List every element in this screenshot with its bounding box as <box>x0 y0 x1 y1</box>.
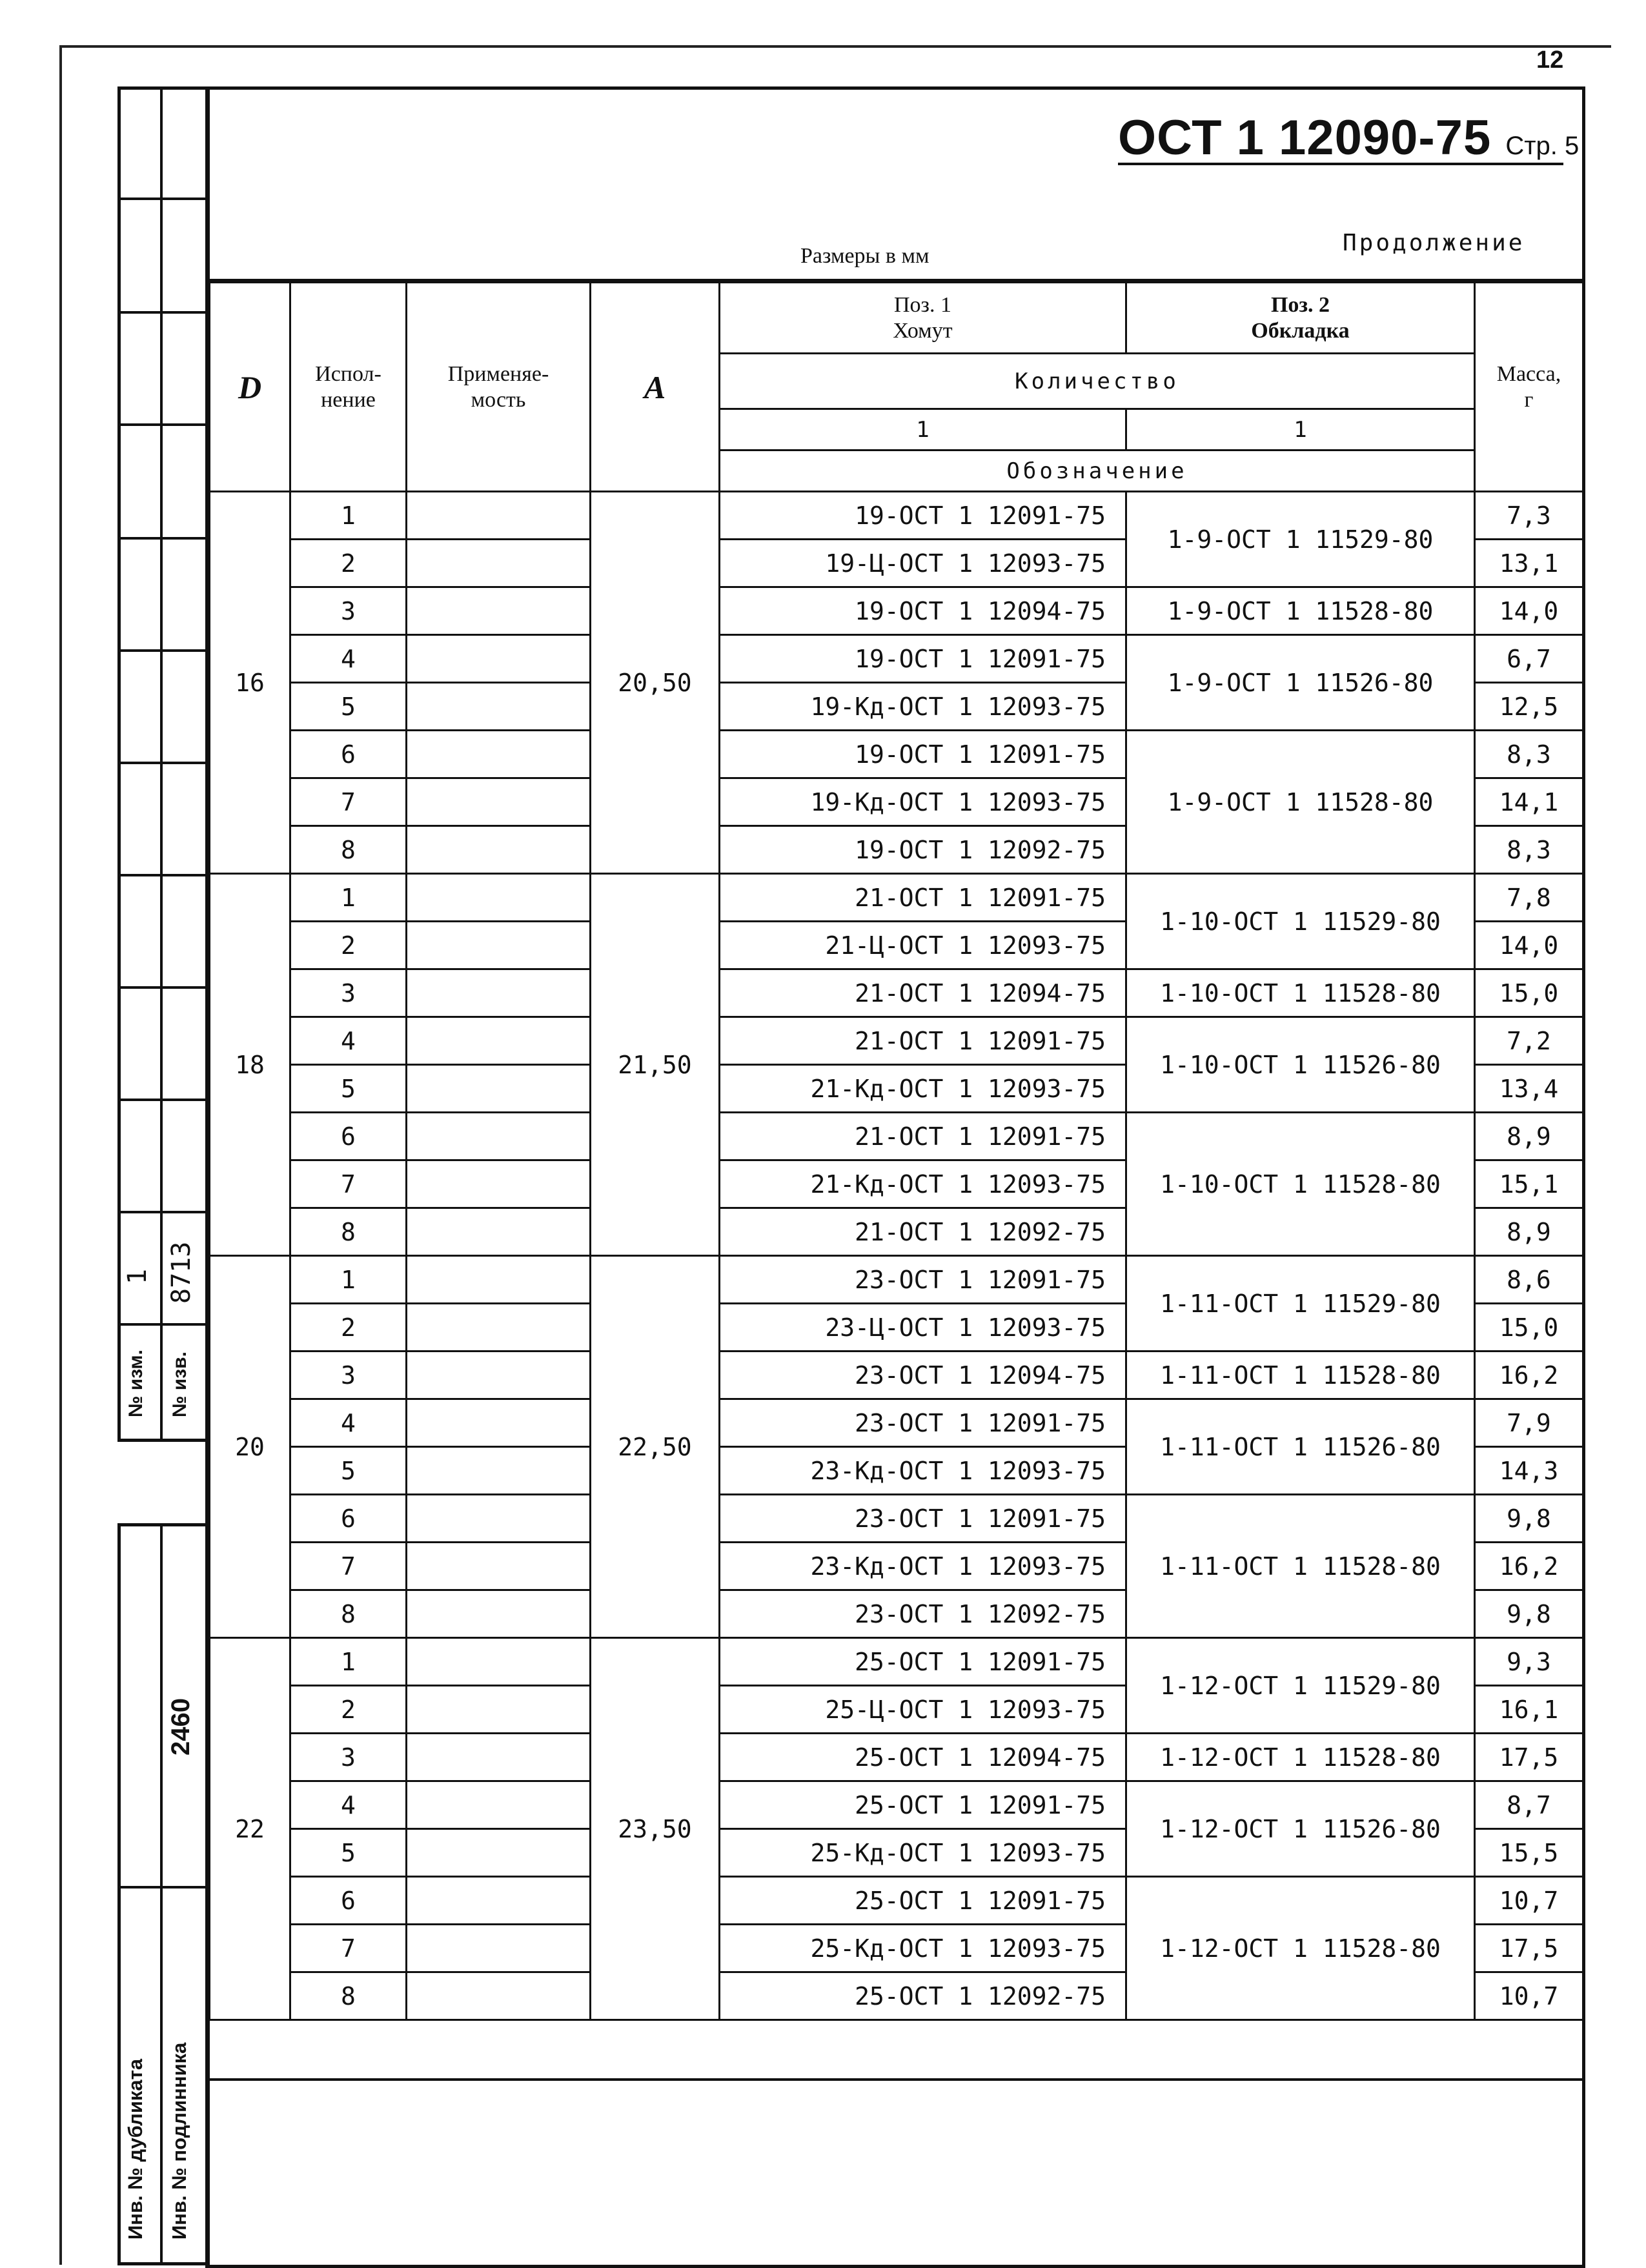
margin-row <box>117 649 207 652</box>
cell-pos2-designation: 1-12-ОСТ 1 11526-80 <box>1126 1781 1475 1877</box>
cell-pos2-designation: 1-12-ОСТ 1 11529-80 <box>1126 1638 1475 1734</box>
cell-variant: 7 <box>290 1925 407 1972</box>
table-row <box>210 1495 1583 1543</box>
cell-d: 18 <box>210 874 290 1256</box>
cell-variant: 7 <box>290 1160 407 1208</box>
margin-original-inv-label: Инв. № подлинника <box>168 2042 190 2240</box>
cell-variant: 5 <box>290 683 407 731</box>
cell-mass: 14,0 <box>1475 587 1583 635</box>
cell-mass: 13,1 <box>1475 540 1583 587</box>
margin-row <box>117 1323 207 1326</box>
cell-variant: 5 <box>290 1829 407 1877</box>
table-row <box>210 969 1583 1017</box>
cell-variant: 8 <box>290 1590 407 1638</box>
spec-table <box>208 281 1584 2021</box>
cell-variant: 2 <box>290 1686 407 1734</box>
document-code-underline <box>1118 163 1563 165</box>
cell-mass: 14,1 <box>1475 778 1583 826</box>
cell-mass: 7,8 <box>1475 874 1583 922</box>
cell-a: 22,50 <box>591 1256 720 1638</box>
cell-mass: 16,2 <box>1475 1543 1583 1590</box>
cell-variant: 1 <box>290 874 407 922</box>
margin-rev-no-label: № изм. <box>125 1350 147 1417</box>
cell-mass: 9,3 <box>1475 1638 1583 1686</box>
cell-applicability <box>407 826 591 874</box>
cell-pos1-designation: 25-ОСТ 1 12092-75 <box>720 1972 1126 2020</box>
margin-notice-no-value: 8713 <box>167 1241 196 1304</box>
cell-variant: 4 <box>290 635 407 683</box>
cell-variant: 3 <box>290 1734 407 1781</box>
margin-row <box>117 1211 207 1213</box>
cell-mass: 8,9 <box>1475 1113 1583 1160</box>
cell-pos2-designation: 1-11-ОСТ 1 11528-80 <box>1126 1352 1475 1399</box>
cell-applicability <box>407 1638 591 1686</box>
cell-mass: 7,2 <box>1475 1017 1583 1065</box>
cell-applicability <box>407 1686 591 1734</box>
table-row <box>210 1781 1583 1829</box>
cell-variant: 8 <box>290 1972 407 2020</box>
table-row <box>210 492 1583 540</box>
margin-row <box>117 423 207 426</box>
cell-mass: 17,5 <box>1475 1734 1583 1781</box>
cell-variant: 1 <box>290 1638 407 1686</box>
cell-pos2-designation: 1-9-ОСТ 1 11526-80 <box>1126 635 1475 731</box>
cell-applicability <box>407 1447 591 1495</box>
page-number: 12 <box>1536 46 1564 74</box>
header-pos2: Поз. 2 Обкладка <box>1126 283 1475 354</box>
cell-pos2-designation: 1-10-ОСТ 1 11529-80 <box>1126 874 1475 969</box>
header-applicability: Применяе- мость <box>407 283 591 492</box>
cell-pos1-designation: 23-Ц-ОСТ 1 12093-75 <box>720 1304 1126 1352</box>
cell-d: 20 <box>210 1256 290 1638</box>
cell-mass: 13,4 <box>1475 1065 1583 1113</box>
cell-pos2-designation: 1-9-ОСТ 1 11529-80 <box>1126 492 1475 587</box>
cell-applicability <box>407 922 591 969</box>
header-d: D <box>210 283 290 492</box>
cell-pos1-designation: 21-ОСТ 1 12091-75 <box>720 1017 1126 1065</box>
cell-pos1-designation: 23-ОСТ 1 12094-75 <box>720 1352 1126 1399</box>
cell-variant: 2 <box>290 922 407 969</box>
cell-pos2-designation: 1-9-ОСТ 1 11528-80 <box>1126 587 1475 635</box>
cell-pos1-designation: 19-Кд-ОСТ 1 12093-75 <box>720 683 1126 731</box>
cell-applicability <box>407 540 591 587</box>
cell-applicability <box>407 587 591 635</box>
cell-applicability <box>407 1256 591 1304</box>
cell-d: 16 <box>210 492 290 874</box>
cell-applicability <box>407 1065 591 1113</box>
cell-pos1-designation: 19-ОСТ 1 12091-75 <box>720 492 1126 540</box>
cell-applicability <box>407 969 591 1017</box>
cell-variant: 7 <box>290 778 407 826</box>
cell-mass: 16,1 <box>1475 1686 1583 1734</box>
cell-applicability <box>407 1829 591 1877</box>
cell-mass: 9,8 <box>1475 1495 1583 1543</box>
table-bottom-rule <box>205 2078 1582 2081</box>
cell-pos1-designation: 19-ОСТ 1 12091-75 <box>720 635 1126 683</box>
cell-pos1-designation: 23-ОСТ 1 12091-75 <box>720 1399 1126 1447</box>
cell-variant: 1 <box>290 492 407 540</box>
cell-pos1-designation: 21-Кд-ОСТ 1 12093-75 <box>720 1160 1126 1208</box>
margin-notice-no-label: № изв. <box>169 1352 190 1417</box>
cell-pos2-designation: 1-9-ОСТ 1 11528-80 <box>1126 731 1475 874</box>
cell-pos2-designation: 1-11-ОСТ 1 11529-80 <box>1126 1256 1475 1352</box>
header-mass: Масса, г <box>1475 283 1583 492</box>
header-pos1: Поз. 1 Хомут <box>720 283 1126 354</box>
margin-row <box>117 874 207 876</box>
cell-pos1-designation: 25-ОСТ 1 12091-75 <box>720 1781 1126 1829</box>
document-page-label: Стр. 5 <box>1505 132 1580 160</box>
margin-row <box>117 311 207 314</box>
cell-mass: 16,2 <box>1475 1352 1583 1399</box>
cell-mass: 10,7 <box>1475 1877 1583 1925</box>
cell-mass: 6,7 <box>1475 635 1583 683</box>
document-code-text: ОСТ 1 12090-75 <box>1118 110 1492 165</box>
cell-applicability <box>407 874 591 922</box>
cell-pos1-designation: 23-ОСТ 1 12091-75 <box>720 1495 1126 1543</box>
margin-row <box>117 537 207 540</box>
cell-applicability <box>407 1781 591 1829</box>
cell-variant: 7 <box>290 1543 407 1590</box>
margin-row <box>117 1099 207 1101</box>
spec-table-body <box>210 492 1583 2020</box>
cell-mass: 15,0 <box>1475 1304 1583 1352</box>
cell-mass: 14,0 <box>1475 922 1583 969</box>
cell-applicability <box>407 492 591 540</box>
cell-variant: 5 <box>290 1447 407 1495</box>
cell-pos2-designation: 1-11-ОСТ 1 11528-80 <box>1126 1495 1475 1638</box>
cell-variant: 3 <box>290 969 407 1017</box>
cell-pos1-designation: 19-Кд-ОСТ 1 12093-75 <box>720 778 1126 826</box>
cell-pos2-designation: 1-11-ОСТ 1 11526-80 <box>1126 1399 1475 1495</box>
cell-variant: 4 <box>290 1781 407 1829</box>
table-row <box>210 731 1583 778</box>
cell-applicability <box>407 1543 591 1590</box>
cell-pos1-designation: 19-Ц-ОСТ 1 12093-75 <box>720 540 1126 587</box>
table-row <box>210 1256 1583 1304</box>
cell-applicability <box>407 1495 591 1543</box>
cell-a: 21,50 <box>591 874 720 1256</box>
cell-pos1-designation: 21-Ц-ОСТ 1 12093-75 <box>720 922 1126 969</box>
continuation-label: Продолжение <box>1343 230 1525 256</box>
header-qty1: 1 <box>720 409 1126 451</box>
cell-mass: 8,7 <box>1475 1781 1583 1829</box>
cell-pos2-designation: 1-10-ОСТ 1 11528-80 <box>1126 1113 1475 1256</box>
cell-pos1-designation: 21-ОСТ 1 12094-75 <box>720 969 1126 1017</box>
cell-variant: 5 <box>290 1065 407 1113</box>
cell-mass: 8,6 <box>1475 1256 1583 1304</box>
cell-pos1-designation: 25-Кд-ОСТ 1 12093-75 <box>720 1829 1126 1877</box>
cell-applicability <box>407 1590 591 1638</box>
cell-mass: 8,9 <box>1475 1208 1583 1256</box>
margin-row <box>117 762 207 764</box>
cell-pos1-designation: 23-ОСТ 1 12092-75 <box>720 1590 1126 1638</box>
cell-variant: 2 <box>290 540 407 587</box>
cell-variant: 6 <box>290 1877 407 1925</box>
margin-stamp-lower-divider <box>160 1523 163 2262</box>
cell-mass: 15,0 <box>1475 969 1583 1017</box>
cell-mass: 7,9 <box>1475 1399 1583 1447</box>
cell-variant: 8 <box>290 826 407 874</box>
cell-applicability <box>407 1972 591 2020</box>
table-row <box>210 874 1583 922</box>
cell-applicability <box>407 1208 591 1256</box>
cell-d: 22 <box>210 1638 290 2020</box>
cell-pos1-designation: 25-ОСТ 1 12091-75 <box>720 1877 1126 1925</box>
cell-variant: 6 <box>290 731 407 778</box>
cell-applicability <box>407 1734 591 1781</box>
cell-variant: 6 <box>290 1495 407 1543</box>
cell-applicability <box>407 1113 591 1160</box>
cell-mass: 15,5 <box>1475 1829 1583 1877</box>
cell-a: 20,50 <box>591 492 720 874</box>
cell-variant: 1 <box>290 1256 407 1304</box>
margin-stamp-upper <box>117 86 210 1442</box>
header-designation: Обозначение <box>720 451 1475 492</box>
cell-pos1-designation: 19-ОСТ 1 12091-75 <box>720 731 1126 778</box>
cell-pos2-designation: 1-12-ОСТ 1 11528-80 <box>1126 1877 1475 2020</box>
cell-mass: 7,3 <box>1475 492 1583 540</box>
cell-variant: 4 <box>290 1017 407 1065</box>
header-quantity: Количество <box>720 354 1475 409</box>
table-row <box>210 1352 1583 1399</box>
cell-mass: 9,8 <box>1475 1590 1583 1638</box>
cell-pos1-designation: 23-Кд-ОСТ 1 12093-75 <box>720 1447 1126 1495</box>
table-row <box>210 635 1583 683</box>
cell-pos1-designation: 25-Ц-ОСТ 1 12093-75 <box>720 1686 1126 1734</box>
cell-pos1-designation: 25-Кд-ОСТ 1 12093-75 <box>720 1925 1126 1972</box>
cell-applicability <box>407 1399 591 1447</box>
cell-variant: 3 <box>290 587 407 635</box>
cell-applicability <box>407 778 591 826</box>
cell-variant: 3 <box>290 1352 407 1399</box>
cell-a: 23,50 <box>591 1638 720 2020</box>
cell-pos2-designation: 1-12-ОСТ 1 11528-80 <box>1126 1734 1475 1781</box>
table-row <box>210 1017 1583 1065</box>
header-a: A <box>591 283 720 492</box>
cell-variant: 6 <box>290 1113 407 1160</box>
header-qty2: 1 <box>1126 409 1475 451</box>
cell-applicability <box>407 731 591 778</box>
table-row <box>210 587 1583 635</box>
margin-row <box>117 986 207 989</box>
cell-pos2-designation: 1-10-ОСТ 1 11528-80 <box>1126 969 1475 1017</box>
table-row <box>210 1638 1583 1686</box>
cell-mass: 10,7 <box>1475 1972 1583 2020</box>
margin-duplicate-inv-label: Инв. № дубликата <box>124 2058 147 2240</box>
table-row <box>210 1734 1583 1781</box>
margin-original-inv-value: 2460 <box>167 1698 195 1756</box>
cell-mass: 14,3 <box>1475 1447 1583 1495</box>
cell-applicability <box>407 1352 591 1399</box>
cell-applicability <box>407 1925 591 1972</box>
cell-pos1-designation: 21-ОСТ 1 12092-75 <box>720 1208 1126 1256</box>
cell-pos1-designation: 19-ОСТ 1 12094-75 <box>720 587 1126 635</box>
margin-row <box>117 197 207 200</box>
dimensions-caption: Размеры в мм <box>800 244 930 268</box>
cell-applicability <box>407 1304 591 1352</box>
document-code <box>1118 110 1579 166</box>
cell-applicability <box>407 1877 591 1925</box>
cell-applicability <box>407 1160 591 1208</box>
cell-mass: 8,3 <box>1475 731 1583 778</box>
cell-applicability <box>407 635 591 683</box>
cell-pos1-designation: 23-ОСТ 1 12091-75 <box>720 1256 1126 1304</box>
margin-rev-no-value: 1 <box>123 1268 152 1284</box>
header-variant: Испол- нение <box>290 283 407 492</box>
cell-mass: 12,5 <box>1475 683 1583 731</box>
table-row <box>210 1113 1583 1160</box>
cell-applicability <box>407 1017 591 1065</box>
cell-mass: 17,5 <box>1475 1925 1583 1972</box>
cell-mass: 8,3 <box>1475 826 1583 874</box>
cell-pos2-designation: 1-10-ОСТ 1 11526-80 <box>1126 1017 1475 1113</box>
cell-pos1-designation: 25-ОСТ 1 12094-75 <box>720 1734 1126 1781</box>
cell-variant: 8 <box>290 1208 407 1256</box>
margin-row <box>117 1886 207 1888</box>
cell-pos1-designation: 21-Кд-ОСТ 1 12093-75 <box>720 1065 1126 1113</box>
cell-pos1-designation: 23-Кд-ОСТ 1 12093-75 <box>720 1543 1126 1590</box>
table-row <box>210 1877 1583 1925</box>
table-row <box>210 1399 1583 1447</box>
cell-pos1-designation: 21-ОСТ 1 12091-75 <box>720 1113 1126 1160</box>
cell-pos1-designation: 25-ОСТ 1 12091-75 <box>720 1638 1126 1686</box>
cell-applicability <box>407 683 591 731</box>
cell-variant: 2 <box>290 1304 407 1352</box>
cell-pos1-designation: 19-ОСТ 1 12092-75 <box>720 826 1126 874</box>
cell-pos1-designation: 21-ОСТ 1 12091-75 <box>720 874 1126 922</box>
cell-mass: 15,1 <box>1475 1160 1583 1208</box>
cell-variant: 4 <box>290 1399 407 1447</box>
